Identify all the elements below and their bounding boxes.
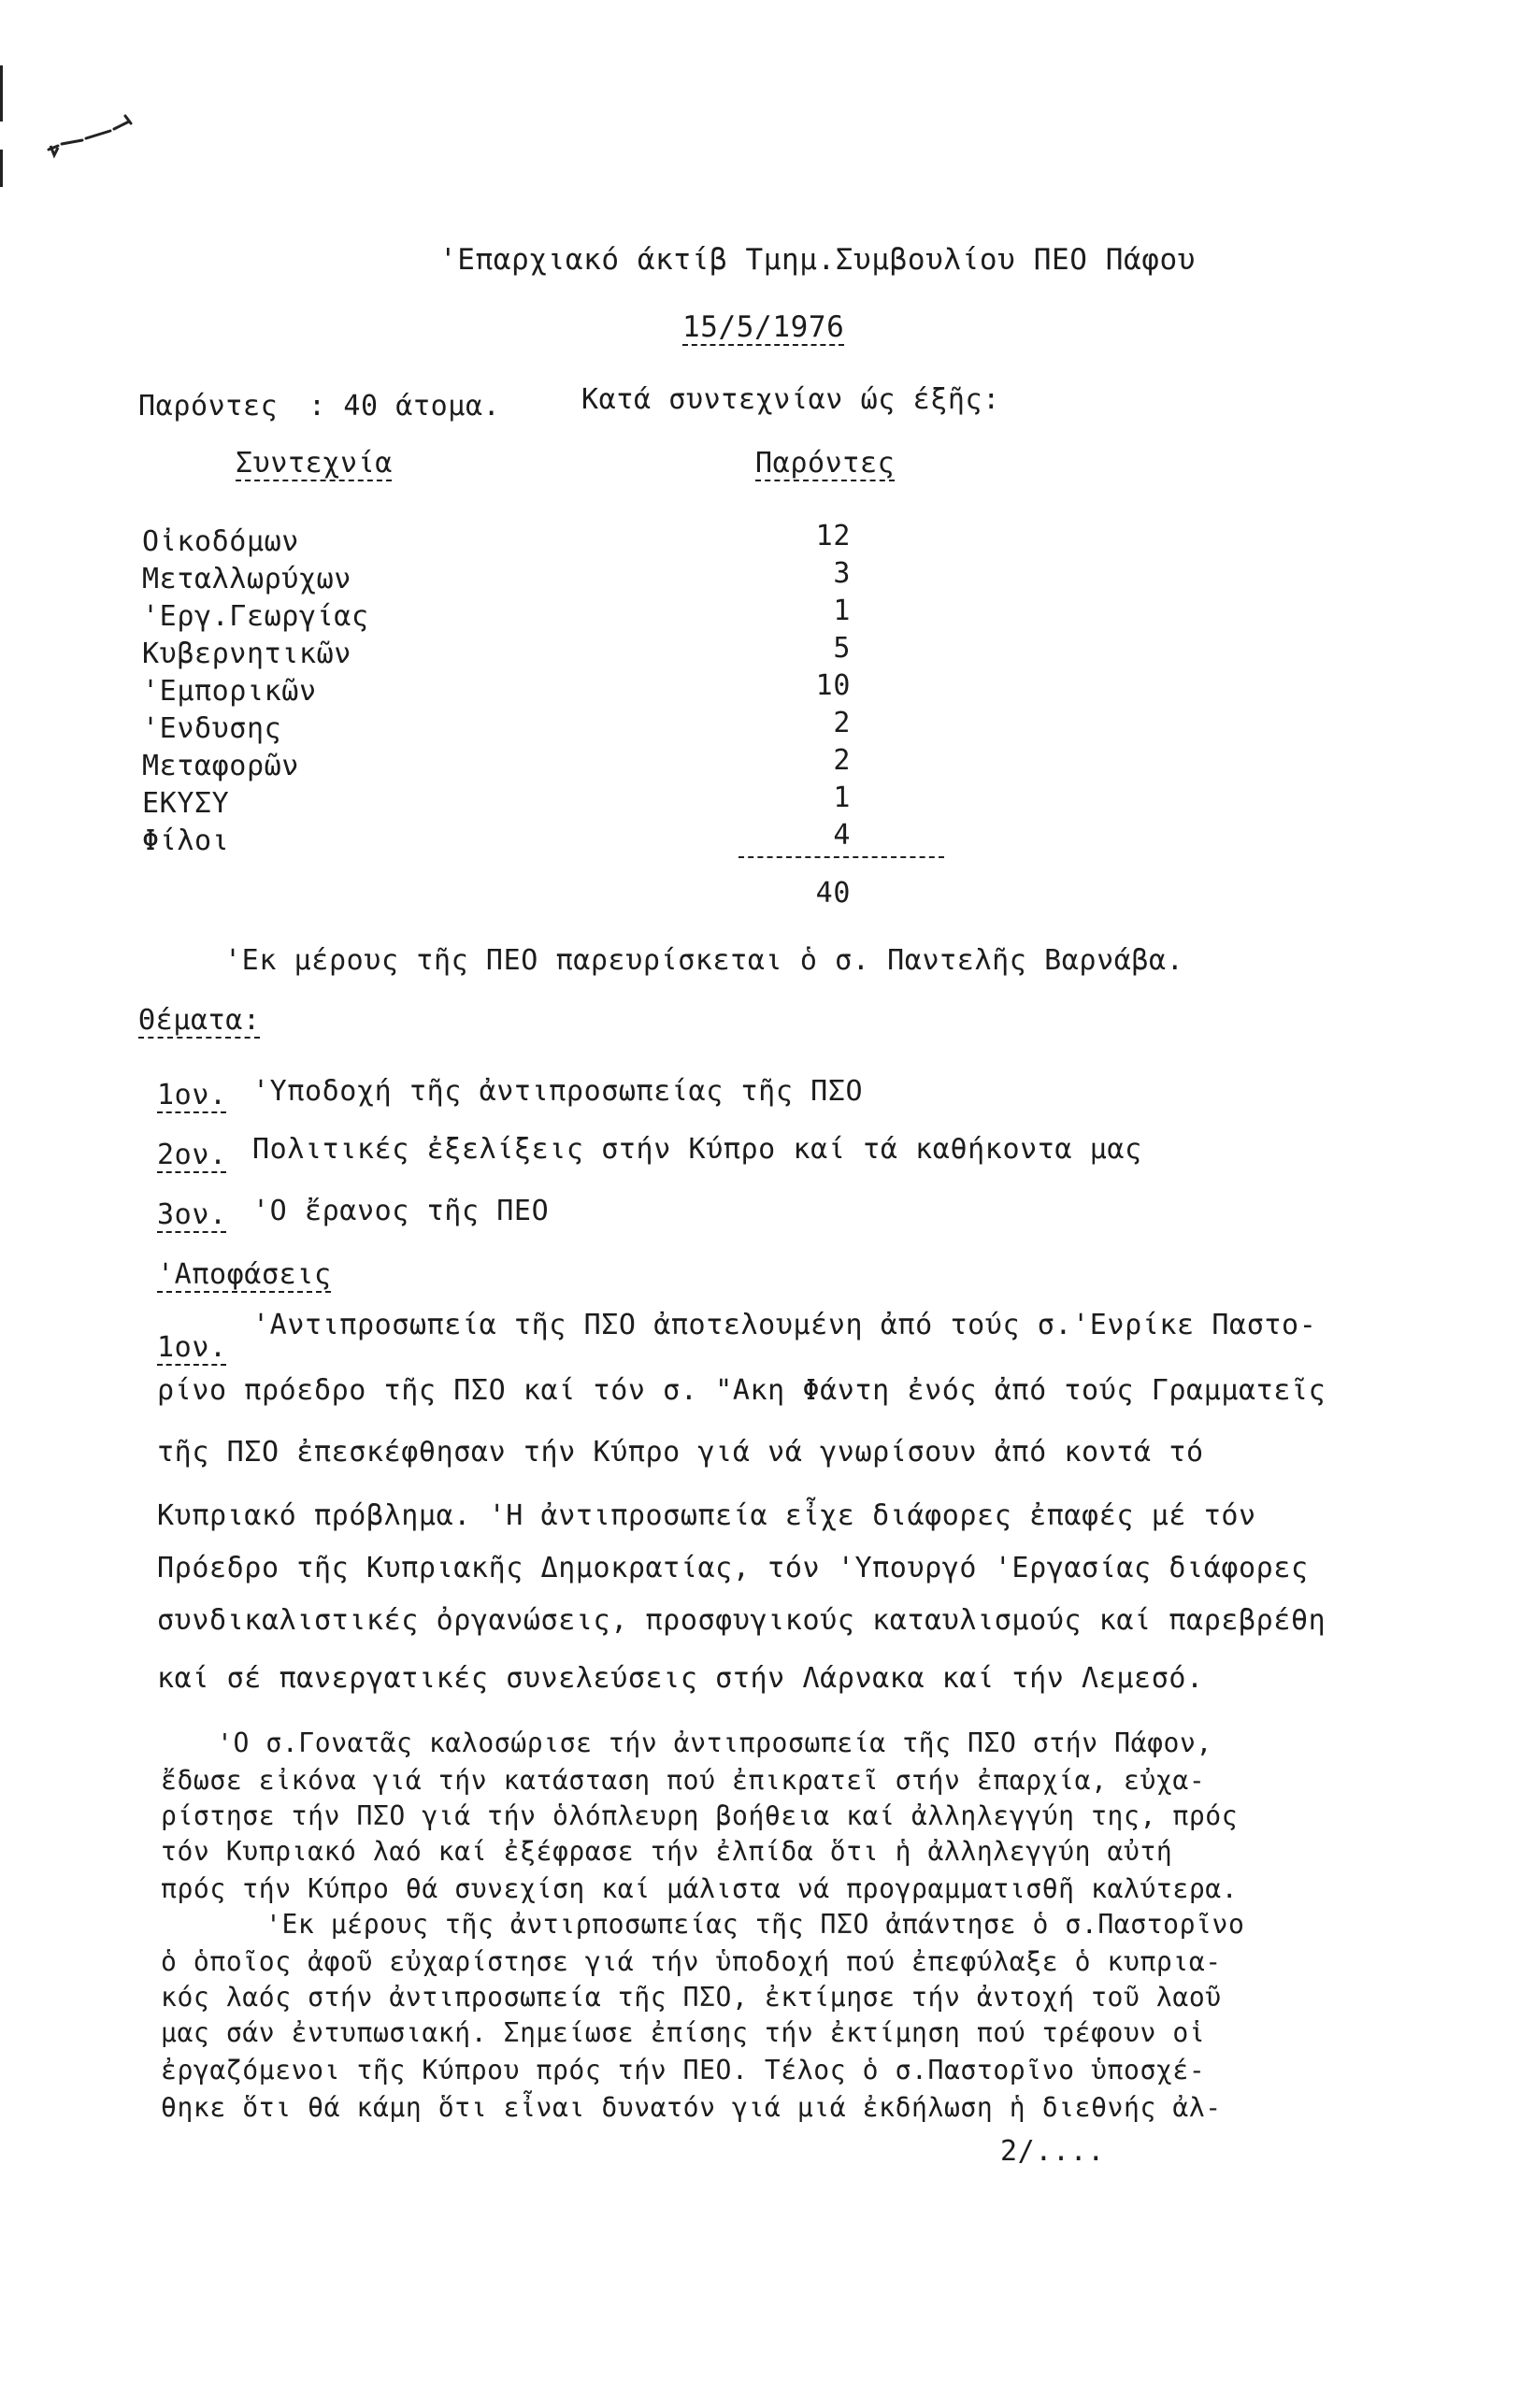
topic-number: 3ον. xyxy=(157,1198,227,1231)
union-name: Οἰκοδόμων xyxy=(142,525,299,558)
union-count: 5 xyxy=(833,632,851,665)
attendance-value: : 40 άτομα. xyxy=(308,390,501,423)
union-name: Μεταλλωρύχων xyxy=(142,563,351,595)
union-name: 'Εργ.Γεωργίας xyxy=(142,600,369,633)
union-name: 'Εμπορικῶν xyxy=(142,675,317,708)
union-name: Μεταφορῶν xyxy=(142,750,299,782)
topics-heading: Θέματα: xyxy=(138,1004,261,1037)
topic-number: 1ον. xyxy=(157,1079,227,1111)
union-count: 1 xyxy=(833,595,851,627)
paragraph-line: μας σάν ἐντυπωσιακή. Σημείωσε ἐπίσης τήν ἐκτίμηση πού τρέφουν οἱ xyxy=(161,2017,1206,2048)
union-name: Κυβερνητικῶν xyxy=(142,638,351,670)
decision-line: συνδικαλιστικές ὀργανώσεις, προσφυγικούς καταυλισμούς καί παρεβρέθη xyxy=(157,1604,1326,1637)
union-count: 10 xyxy=(815,669,851,702)
union-name: 'Ενδυσης xyxy=(142,712,282,745)
attendance-note: Κατά συντεχνίαν ώς έξῆς: xyxy=(581,383,1000,416)
decision-line: καί σέ πανεργατικές συνελεύσεις στήν Λάρνακα καί τήν Λεμεσό. xyxy=(157,1662,1204,1695)
union-name: Φίλοι xyxy=(142,824,230,857)
union-count: 2 xyxy=(833,707,851,739)
table-total: 40 xyxy=(815,877,851,910)
topic-text: 'Υποδοχή τῆς ἀντιπροσωπείας τῆς ΠΣΟ xyxy=(252,1075,864,1108)
topic-text: 'Ο ἔρανος τῆς ΠΕΟ xyxy=(252,1195,550,1227)
union-count: 1 xyxy=(833,781,851,814)
document-date: 15/5/1976 xyxy=(682,310,845,344)
scan-edge-mark xyxy=(0,65,3,122)
paragraph-line: 'Ο σ.Γονατᾶς καλοσώρισε τήν ἀντιπροσωπεία τῆς ΠΣΟ στήν Πάφον, xyxy=(217,1727,1212,1758)
pen-scribble xyxy=(45,112,148,168)
table-header-union: Συντεχνία xyxy=(236,447,393,480)
paragraph-line: ὁ ὁποῖος ἀφοῦ εὐχαρίστησε γιά τήν ὑποδοχή πού ἐπεφύλαξε ὁ κυπρια- xyxy=(161,1946,1222,1977)
decision-line: Κυπριακό πρόβλημα. 'Η ἀντιπροσωπεία εἶχε διάφορες ἐπαφές μέ τόν xyxy=(157,1499,1256,1532)
table-header-present: Παρόντες xyxy=(755,447,896,480)
union-count: 12 xyxy=(815,520,851,552)
paragraph-line: ἔδωσε εἰκόνα γιά τήν κατάσταση πού ἐπικρατεῖ στήν ἐπαρχία, εὐχα- xyxy=(161,1765,1206,1796)
paragraph-line: θηκε ὅτι θά κάμη ὅτι εἶναι δυνατόν γιά μιά ἐκδήλωση ἡ διεθνής ἀλ- xyxy=(161,2092,1222,2123)
union-count: 3 xyxy=(833,557,851,590)
decision-line: 'Αντιπροσωπεία τῆς ΠΣΟ ἀποτελουμένη ἀπό τούς σ.'Ενρίκε Παστο- xyxy=(252,1309,1317,1341)
decision-line: ρίνο πρόεδρο τῆς ΠΣΟ καί τόν σ. "Ακη Φάντη ἐνός ἀπό τούς Γραμματεῖς xyxy=(157,1374,1326,1407)
decision-line: τῆς ΠΣΟ ἐπεσκέφθησαν τήν Κύπρο γιά νά γνωρίσουν ἀπό κοντά τό xyxy=(157,1436,1204,1469)
paragraph-line: 'Εκ μέρους τῆς ἀντιρποσωπείας τῆς ΠΣΟ ἀπάντησε ὁ σ.Παστορῖνο xyxy=(265,1909,1245,1940)
presence-note: 'Εκ μέρους τῆς ΠΕΟ παρευρίσκεται ὁ σ. Παντελῆς Βαρνάβα. xyxy=(224,944,1184,977)
union-count: 4 xyxy=(833,819,851,852)
total-rule xyxy=(738,856,944,858)
decision-number: 1ον. xyxy=(157,1331,227,1364)
attendance-label: Παρόντες xyxy=(138,390,279,423)
union-count: 2 xyxy=(833,744,851,777)
decision-line: Πρόεδρο τῆς Κυπριακῆς Δημοκρατίας, τόν 'Υπουργό 'Εργασίας διάφορες xyxy=(157,1552,1309,1584)
topic-number: 2ον. xyxy=(157,1139,227,1171)
paragraph-line: τόν Κυπριακό λαό καί ἐξέφρασε τήν ἐλπίδα ὅτι ἡ ἀλληλεγγύη αὐτή xyxy=(161,1836,1173,1867)
topic-text: Πολιτικές ἐξελίξεις στήν Κύπρο καί τά καθήκοντα μας xyxy=(252,1133,1142,1166)
union-name: ΕΚΥΣΥ xyxy=(142,787,230,820)
page-continuation: 2/.... xyxy=(1000,2135,1105,2168)
paragraph-line: κός λαός στήν ἀντιπροσωπεία τῆς ΠΣΟ, ἐκτίμησε τήν ἀντοχή τοῦ λαοῦ xyxy=(161,1982,1222,2013)
paragraph-line: πρός τήν Κύπρο θά συνεχίση καί μάλιστα νά προγραμματισθῆ καλύτερα. xyxy=(161,1873,1239,1904)
scan-edge-mark xyxy=(0,150,3,187)
decisions-heading: 'Αποφάσεις xyxy=(157,1258,332,1291)
paragraph-line: ἐργαζόμενοι τῆς Κύπρου πρός τήν ΠΕΟ. Τέλος ὁ σ.Παστορῖνο ὑποσχέ- xyxy=(161,2055,1206,2086)
document-heading: 'Επαρχιακό άκτίβ Τμημ.Συμβουλίου ΠΕΟ Πάφου xyxy=(439,243,1197,277)
paragraph-line: ρίστησε τήν ΠΣΟ γιά τήν ὁλόπλευρη βοήθεια καί ἀλληλεγγύη της, πρός xyxy=(161,1800,1239,1831)
